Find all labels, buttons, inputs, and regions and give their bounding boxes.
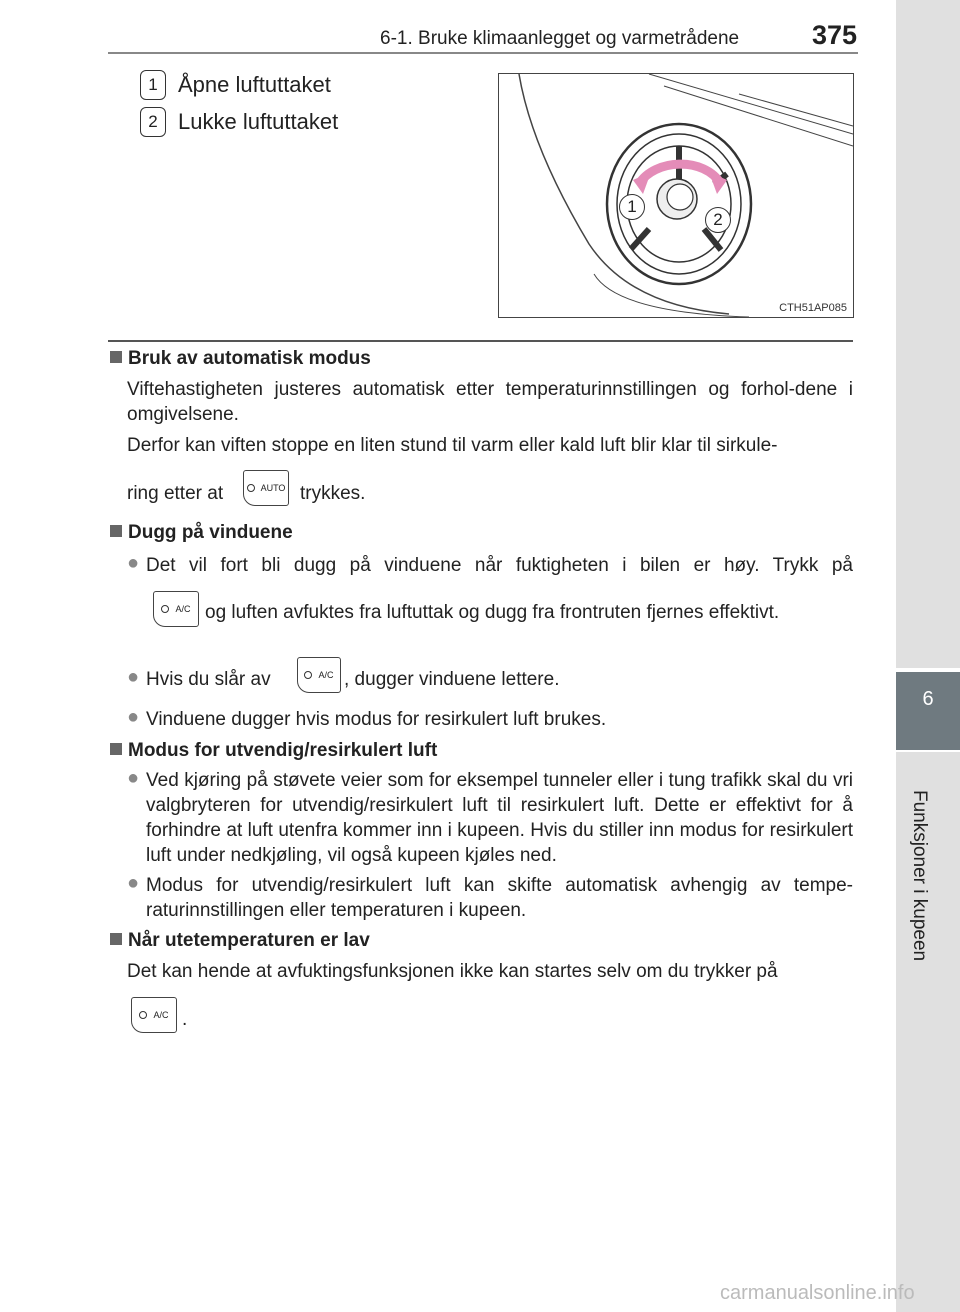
bullet-text: Hvis du slår av (146, 669, 271, 690)
paragraph-fragment: ring etter at (127, 483, 224, 504)
air-vent-illustration (498, 73, 854, 318)
section-heading (110, 348, 371, 370)
ac-button-icon (153, 591, 199, 627)
side-tab-upper (896, 0, 960, 668)
ac-button-icon (131, 997, 177, 1033)
step-text: Åpne luftuttaket (178, 72, 331, 97)
figure-code: CTH51AP085 (779, 302, 847, 314)
step-1 (140, 70, 331, 100)
paragraph: Derfor kan viften stoppe en liten stund til varm eller kald luft blir klar til sirkule- (127, 435, 778, 456)
bullet-text: Ved kjøring på støvete veier som for eksempel tunneler eller i tung trafikk skal du vri valgbryteren for utvendig/resirkulert luft til resirkulert luft. Dette er effektivt for å forhindre at luft utenfra kommer inn i kupeen. Hvis du stiller inn modus for resirkulert luft under nedkjøling, vil også kupeen kjøles ned. (146, 770, 853, 866)
bullet-text: Modus for utvendig/resirkulert luft kan skifte automatisk avhengig av tempe-raturinnstillingen eller temperaturen i kupeen. (146, 875, 853, 921)
section-title: 6-1. Bruke klimaanlegget og varmetrådene (380, 28, 740, 49)
heading-marker (110, 743, 122, 755)
side-tab-chapter (896, 672, 960, 750)
heading-marker (110, 525, 122, 537)
watermark: carmanualsonline.info (720, 1282, 915, 1304)
step-2 (140, 107, 338, 137)
heading-text: Når utetemperaturen er lav (128, 930, 370, 951)
heading-text: Modus for utvendig/resirkulert luft (128, 740, 438, 761)
heading-text: Bruk av automatisk modus (128, 348, 371, 369)
chapter-number: 6 (922, 688, 934, 710)
button-label: A/C (175, 604, 191, 614)
paragraph: Det kan hende at avfuktingsfunksjonen ikke kan startes selv om du trykker på (127, 961, 778, 982)
button-label: AUTO (260, 483, 286, 493)
bullet-icon: ● (127, 706, 140, 728)
bullet-text: og luften avfuktes fra luftuttak og dugg fra frontruten fjernes effektivt. (205, 602, 780, 623)
callout-1: 1 (619, 194, 645, 220)
ac-button-icon (297, 657, 341, 693)
air-vent-drawing (499, 74, 853, 317)
bullet-icon: ● (127, 872, 140, 894)
bullet-icon: ● (127, 666, 140, 688)
chapter-label: Funksjoner i kupeen (909, 790, 930, 962)
heading-text: Dugg på vinduene (128, 522, 293, 543)
page-number: 375 (812, 20, 858, 50)
bullet-text: Vinduene dugger hvis modus for resirkulert luft brukes. (146, 709, 607, 730)
section-heading (110, 522, 293, 544)
paragraph-fragment: . (182, 1009, 188, 1030)
paragraph-fragment: trykkes. (300, 483, 366, 504)
bullet-text: , dugger vinduene lettere. (344, 669, 560, 690)
step-text: Lukke luftuttaket (178, 109, 339, 134)
paragraph: Viftehastigheten justeres automatisk etter temperaturinnstillingen og forhol-dene i omgivelsene. (127, 379, 853, 425)
callout-2: 2 (705, 207, 731, 233)
step-number-badge: 1 (140, 70, 166, 100)
heading-marker (110, 933, 122, 945)
auto-button-icon (243, 470, 289, 506)
bullet-icon: ● (127, 767, 140, 789)
section-heading (110, 930, 370, 952)
bullet-text: Det vil fort bli dugg på vinduene når fuktigheten i bilen er høy. Trykk på (146, 555, 853, 576)
section-heading (110, 740, 437, 762)
bullet-icon: ● (127, 552, 140, 574)
button-label: A/C (153, 1010, 169, 1020)
button-label: A/C (318, 670, 334, 680)
heading-marker (110, 351, 122, 363)
header-rule (108, 52, 858, 54)
section-separator (108, 340, 853, 342)
step-number-badge: 2 (140, 107, 166, 137)
